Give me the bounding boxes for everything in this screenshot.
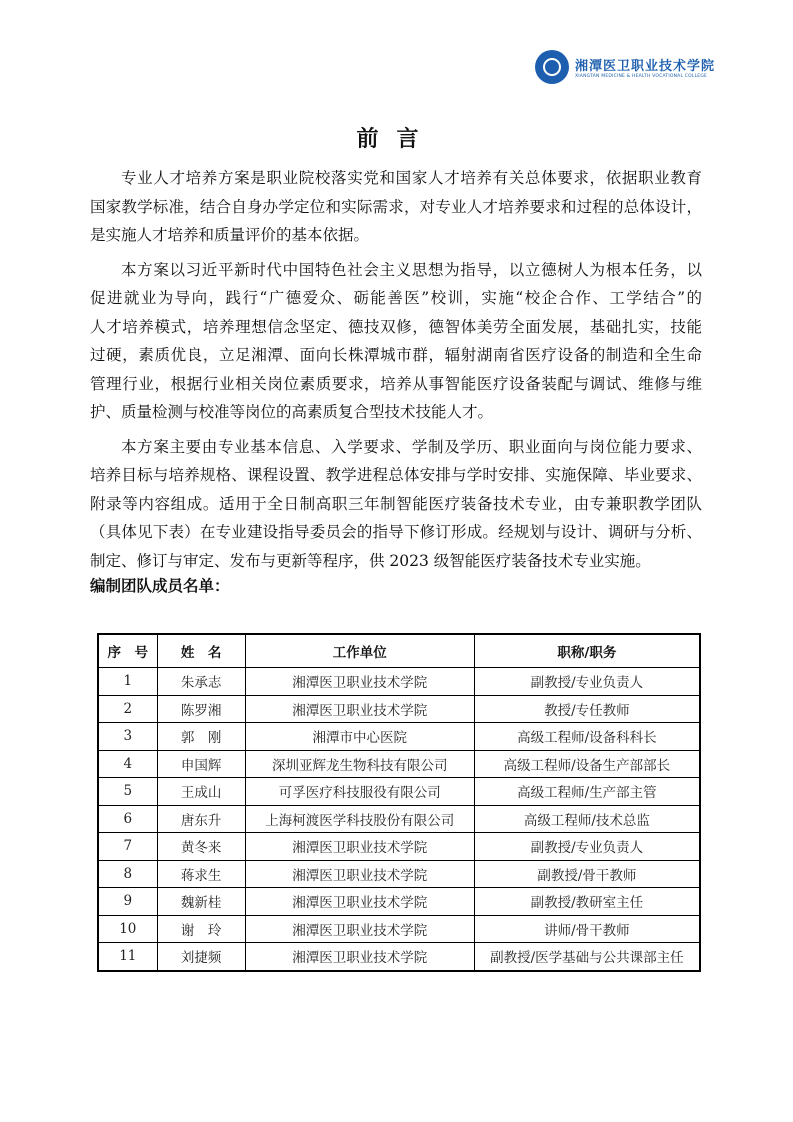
paragraph-line: 国家教学标准，结合自身办学定位和实际需求，对专业人才培养要求和过程的总体设计， <box>90 197 702 216</box>
title-position: 副教授/医学基础与公共课部主任 <box>474 943 700 971</box>
table-row <box>98 943 700 971</box>
paragraph-line: 专业人才培养方案是职业院校落实党和国家人才培养有关总体要求，依据职业教育 <box>121 169 702 187</box>
table-row <box>98 668 700 696</box>
title-position: 副教授/教研室主任 <box>474 888 700 916</box>
row-number: 4 <box>98 750 157 778</box>
work-unit: 湘潭医卫职业技术学院 <box>245 860 474 888</box>
work-unit: 湘潭医卫职业技术学院 <box>245 915 474 943</box>
member-name: 蒋求生 <box>157 860 245 888</box>
row-number: 1 <box>98 668 157 696</box>
work-unit: 湘潭医卫职业技术学院 <box>245 668 474 696</box>
title-position: 副教授/骨干教师 <box>474 860 700 888</box>
college-logo <box>535 50 715 84</box>
work-unit: 湘潭医卫职业技术学院 <box>245 833 474 861</box>
paragraph-line: 管理行业，根据行业相关岗位素质要求，培养从事智能医疗设备装配与调试、维修与维 <box>90 374 702 393</box>
paragraph-line: 促进就业为导向，践行“广德爱众、砺能善医”校训，实施“校企合作、工学结合”的 <box>90 289 702 307</box>
paragraph-line: 过硬，素质优良，立足湘潭、面向长株潭城市群，辐射湖南省医疗设备的制造和全生命 <box>90 346 702 364</box>
member-name: 魏新桂 <box>157 888 245 916</box>
member-name: 郭 刚 <box>157 723 245 751</box>
college-emblem-icon <box>535 50 569 84</box>
paragraph-line: 护、质量检测与校准等岗位的高素质复合型技术技能人才。 <box>90 403 494 421</box>
paragraph-line: 本方案主要由专业基本信息、入学要求、学制及学历、职业面向与岗位能力要求、 <box>121 437 702 456</box>
member-name: 刘捷频 <box>157 943 245 971</box>
table-row <box>98 860 700 888</box>
preface-body <box>90 164 702 581</box>
title-position: 教授/专任教师 <box>474 695 700 723</box>
table-row <box>98 833 700 861</box>
work-unit: 湘潭医卫职业技术学院 <box>245 695 474 723</box>
paragraph-line: 是实施人才培养和质量评价的基本依据。 <box>90 226 370 244</box>
column-header: 序 号 <box>98 634 157 668</box>
table-row <box>98 805 700 833</box>
paragraph-line: 培养目标与培养规格、课程设置、教学进程总体安排与学时安排、实施保障、毕业要求、 <box>90 466 702 484</box>
member-name: 陈罗湘 <box>157 695 245 723</box>
member-name: 谢 玲 <box>157 915 245 943</box>
paragraph <box>90 433 702 576</box>
paragraph-line: 制定、修订与审定、发布与更新等程序，供 2023 级智能医疗装备技术专业实施。 <box>90 551 651 570</box>
title-position: 高级工程师/生产部主管 <box>474 778 700 806</box>
title-position: 副教授/专业负责人 <box>474 668 700 696</box>
table-row <box>98 778 700 806</box>
paragraph-line: 人才培养模式，培养理想信念坚定、德技双修，德智体美劳全面发展，基础扎实，技能 <box>90 317 702 336</box>
team-members-table <box>97 633 701 972</box>
page-title: 前言 <box>356 127 437 152</box>
table-header-row <box>98 634 700 668</box>
work-unit: 上海柯渡医学科技股份有限公司 <box>245 805 474 833</box>
member-name: 王成山 <box>157 778 245 806</box>
column-header: 工作单位 <box>245 634 474 668</box>
member-name: 唐东升 <box>157 805 245 833</box>
row-number: 7 <box>98 833 157 861</box>
row-number: 8 <box>98 860 157 888</box>
work-unit: 可孚医疗科技服役有限公司 <box>245 778 474 806</box>
work-unit: 湘潭医卫职业技术学院 <box>245 943 474 971</box>
row-number: 2 <box>98 695 157 723</box>
logo-english-name: XIANGTAN MEDICINE & HEALTH VOCATIONAL COLLEGE <box>575 74 708 79</box>
member-name: 朱承志 <box>157 668 245 696</box>
member-name: 申国辉 <box>157 750 245 778</box>
row-number: 5 <box>98 778 157 806</box>
work-unit: 湘潭市中心医院 <box>245 723 474 751</box>
column-header: 职称/职务 <box>474 634 700 668</box>
title-position: 副教授/专业负责人 <box>474 833 700 861</box>
paragraph-line: 本方案以习近平新时代中国特色社会主义思想为指导，以立德树人为根本任务，以 <box>121 260 702 279</box>
title-position: 讲师/骨干教师 <box>474 915 700 943</box>
paragraph <box>90 256 702 427</box>
team-list-heading: 编制团队成员名单： <box>90 577 230 595</box>
paragraph <box>90 164 702 250</box>
row-number: 9 <box>98 888 157 916</box>
title-position: 高级工程师/技术总监 <box>474 805 700 833</box>
logo-chinese-name: 湘潭医卫职业技术学院 <box>575 59 716 74</box>
member-name: 黄冬来 <box>157 833 245 861</box>
work-unit: 深圳亚辉龙生物科技有限公司 <box>245 750 474 778</box>
table-row <box>98 750 700 778</box>
title-position: 高级工程师/设备生产部部长 <box>474 750 700 778</box>
table-row <box>98 723 700 751</box>
table-row <box>98 695 700 723</box>
paragraph-line: （具体见下表）在专业建设指导委员会的指导下修订形成。经规划与设计、调研与分析、 <box>90 523 702 541</box>
row-number: 10 <box>98 915 157 943</box>
row-number: 11 <box>98 943 157 971</box>
row-number: 6 <box>98 805 157 833</box>
title-position: 高级工程师/设备科科长 <box>474 723 700 751</box>
paragraph-line: 附录等内容组成。适用于全日制高职三年制智能医疗装备技术专业，由专兼职教学团队 <box>90 494 702 513</box>
work-unit: 湘潭医卫职业技术学院 <box>245 888 474 916</box>
table-row <box>98 915 700 943</box>
row-number: 3 <box>98 723 157 751</box>
column-header: 姓 名 <box>157 634 245 668</box>
table-row <box>98 888 700 916</box>
